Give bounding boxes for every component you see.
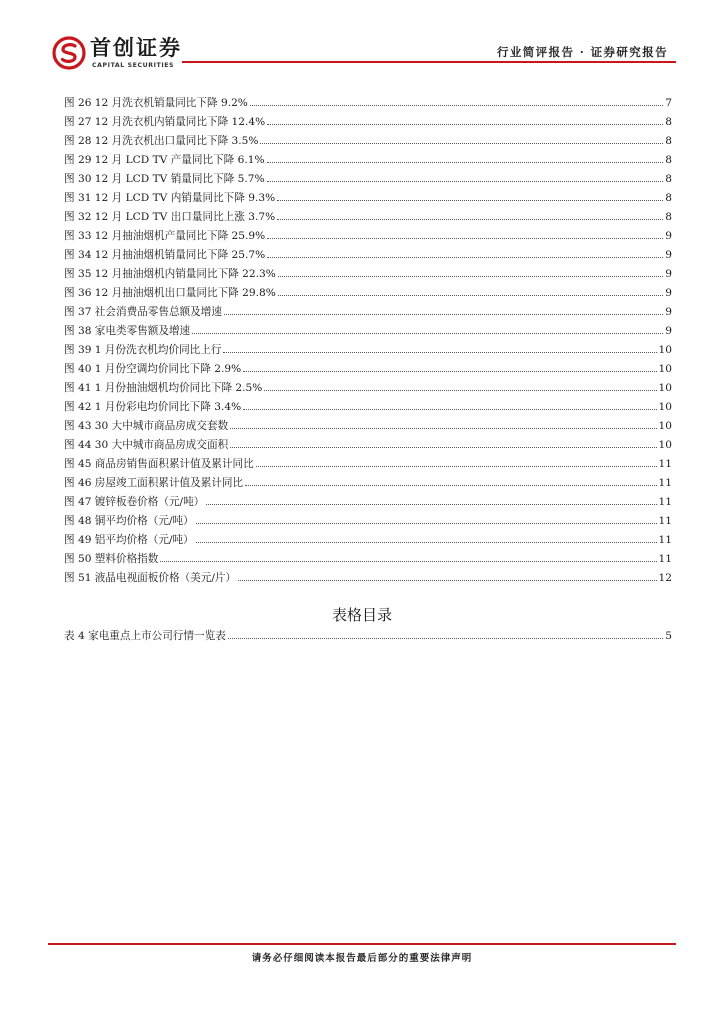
toc-entry[interactable] <box>64 225 672 244</box>
toc-entry-page-number: 11 <box>658 458 672 470</box>
report-type-label: 行业简评报告 · 证券研究报告 <box>496 45 668 59</box>
toc-entry-page-number: 8 <box>665 173 672 185</box>
table-list <box>64 625 672 644</box>
figure-list <box>64 92 672 586</box>
toc-entry-title: 图 40 1 月份空调均价同比下降 2.9% <box>64 363 242 375</box>
dot-leader <box>267 111 663 125</box>
toc-entry-title: 图 35 12 月抽油烟机内销量同比下降 22.3% <box>64 268 276 280</box>
toc-entry-page-number: 10 <box>658 439 672 451</box>
toc-entry-page-number: 9 <box>665 230 672 242</box>
dot-leader <box>243 358 656 372</box>
toc-entry-title: 图 27 12 月洗衣机内销量同比下降 12.4% <box>64 116 266 128</box>
toc-entry-page-number: 8 <box>665 154 672 166</box>
legal-disclaimer: 请务必仔细阅读本报告最后部分的重要法律声明 <box>251 953 473 964</box>
toc-entry-title: 图 51 液晶电视面板价格（美元/片） <box>64 572 237 584</box>
toc-entry-page-number: 9 <box>665 306 672 318</box>
toc-entry[interactable] <box>64 263 672 282</box>
toc-entry-page-number: 10 <box>658 382 672 394</box>
toc-entry[interactable] <box>64 149 672 168</box>
dot-leader <box>238 567 656 581</box>
dot-leader <box>278 282 663 296</box>
dot-leader <box>277 187 663 201</box>
toc-entry[interactable] <box>64 434 672 453</box>
toc-entry-title: 表 4 家电重点上市公司行情一览表 <box>64 630 226 642</box>
logo-english-name: CAPITAL SECURITIES <box>92 62 175 69</box>
toc-entry-page-number: 5 <box>665 630 672 642</box>
toc-entry[interactable] <box>64 377 672 396</box>
toc-entry-title: 图 44 30 大中城市商品房成交面积 <box>64 439 229 451</box>
toc-entry-title: 图 41 1 月份抽油烟机均价同比下降 2.5% <box>64 382 263 394</box>
dot-leader <box>264 377 656 391</box>
dot-leader <box>267 149 664 163</box>
toc-entry-page-number: 11 <box>658 553 672 565</box>
toc-entry-page-number: 8 <box>665 135 672 147</box>
toc-entry-title: 图 30 12 月 LCD TV 销量同比下降 5.7% <box>64 173 265 185</box>
toc-entry[interactable] <box>64 491 672 510</box>
dot-leader <box>243 396 656 410</box>
toc-entry[interactable] <box>64 206 672 225</box>
dot-leader <box>228 625 663 639</box>
header-divider <box>182 61 676 63</box>
dot-leader <box>256 453 657 467</box>
toc-entry-page-number: 9 <box>665 249 672 261</box>
toc-entry-title: 图 36 12 月抽油烟机出口量同比下降 29.8% <box>64 287 276 299</box>
toc-entry-page-number: 11 <box>658 496 672 508</box>
toc-entry[interactable] <box>64 548 672 567</box>
toc-entry-title: 图 46 房屋竣工面积累计值及累计同比 <box>64 477 244 489</box>
toc-entry-page-number: 11 <box>658 534 672 546</box>
toc-entry-page-number: 8 <box>665 116 672 128</box>
toc-entry-title: 图 50 塑料价格指数 <box>64 553 159 565</box>
dot-leader <box>196 529 657 543</box>
toc-entry-page-number: 9 <box>665 325 672 337</box>
toc-entry-title: 图 39 1 月份洗衣机均价同比上行 <box>64 344 222 356</box>
toc-entry-page-number: 10 <box>658 401 672 413</box>
dot-leader <box>192 320 663 334</box>
dot-leader <box>196 510 657 524</box>
toc-entry-title: 图 34 12 月抽油烟机销量同比下降 25.7% <box>64 249 266 261</box>
toc-entry-title: 图 32 12 月 LCD TV 出口量同比上涨 3.7% <box>64 211 276 223</box>
toc-entry-title: 图 43 30 大中城市商品房成交套数 <box>64 420 229 432</box>
toc-entry[interactable] <box>64 244 672 263</box>
toc-entry-page-number: 10 <box>658 344 672 356</box>
toc-entry-page-number: 9 <box>665 287 672 299</box>
toc-entry[interactable] <box>64 358 672 377</box>
dot-leader <box>223 339 656 353</box>
toc-entry-title: 图 37 社会消费品零售总额及增速 <box>64 306 222 318</box>
toc-entry-page-number: 9 <box>665 268 672 280</box>
toc-entry[interactable] <box>64 111 672 130</box>
company-logo-icon <box>52 36 86 70</box>
toc-entry[interactable] <box>64 453 672 472</box>
dot-leader <box>250 92 663 106</box>
toc-entry-title: 图 47 镀锌板卷价格（元/吨） <box>64 496 205 508</box>
toc-entry-page-number: 10 <box>658 420 672 432</box>
toc-entry[interactable] <box>64 567 672 586</box>
toc-entry[interactable] <box>64 320 672 339</box>
toc-entry-title: 图 48 铜平均价格（元/吨） <box>64 515 194 527</box>
toc-entry[interactable] <box>64 168 672 187</box>
toc-entry[interactable] <box>64 301 672 320</box>
toc-entry[interactable] <box>64 529 672 548</box>
table-list-heading: 表格目录 <box>331 606 392 624</box>
toc-entry[interactable] <box>64 625 672 644</box>
toc-entry-page-number: 10 <box>658 363 672 375</box>
dot-leader <box>278 263 663 277</box>
toc-entry-page-number: 7 <box>665 97 672 109</box>
toc-entry[interactable] <box>64 92 672 111</box>
dot-leader <box>260 130 663 144</box>
dot-leader <box>245 472 656 486</box>
dot-leader <box>230 415 656 429</box>
dot-leader <box>230 434 656 448</box>
toc-entry-page-number: 12 <box>658 572 672 584</box>
toc-entry-page-number: 8 <box>665 192 672 204</box>
toc-entry-title: 图 38 家电类零售额及增速 <box>64 325 191 337</box>
toc-entry[interactable] <box>64 415 672 434</box>
toc-entry[interactable] <box>64 510 672 529</box>
toc-entry[interactable] <box>64 187 672 206</box>
toc-entry-title: 图 49 铝平均价格（元/吨） <box>64 534 194 546</box>
page-header <box>48 30 676 74</box>
dot-leader <box>224 301 663 315</box>
toc-entry[interactable] <box>64 130 672 149</box>
toc-entry[interactable] <box>64 396 672 415</box>
toc-entry-title: 图 26 12 月洗衣机销量同比下降 9.2% <box>64 97 248 109</box>
toc-entry-page-number: 11 <box>658 515 672 527</box>
dot-leader <box>267 168 664 182</box>
toc-entry-title: 图 33 12 月抽油烟机产量同比下降 25.9% <box>64 230 266 242</box>
toc-entry-page-number: 11 <box>658 477 672 489</box>
toc-entry[interactable] <box>64 339 672 358</box>
toc-entry-title: 图 42 1 月份彩电均价同比下降 3.4% <box>64 401 242 413</box>
toc-entry-title: 图 45 商品房销售面积累计值及累计同比 <box>64 458 254 470</box>
logo-chinese-name: 首创证券 <box>90 36 182 60</box>
toc-entry-title: 图 28 12 月洗衣机出口量同比下降 3.5% <box>64 135 259 147</box>
dot-leader <box>206 491 656 505</box>
dot-leader <box>267 225 663 239</box>
dot-leader <box>160 548 656 562</box>
dot-leader <box>277 206 663 220</box>
toc-entry[interactable] <box>64 282 672 301</box>
footer-divider <box>48 943 676 945</box>
toc-entry-title: 图 31 12 月 LCD TV 内销量同比下降 9.3% <box>64 192 276 204</box>
dot-leader <box>267 244 663 258</box>
toc-entry-title: 图 29 12 月 LCD TV 产量同比下降 6.1% <box>64 154 265 166</box>
toc-entry[interactable] <box>64 472 672 491</box>
toc-entry-page-number: 8 <box>665 211 672 223</box>
